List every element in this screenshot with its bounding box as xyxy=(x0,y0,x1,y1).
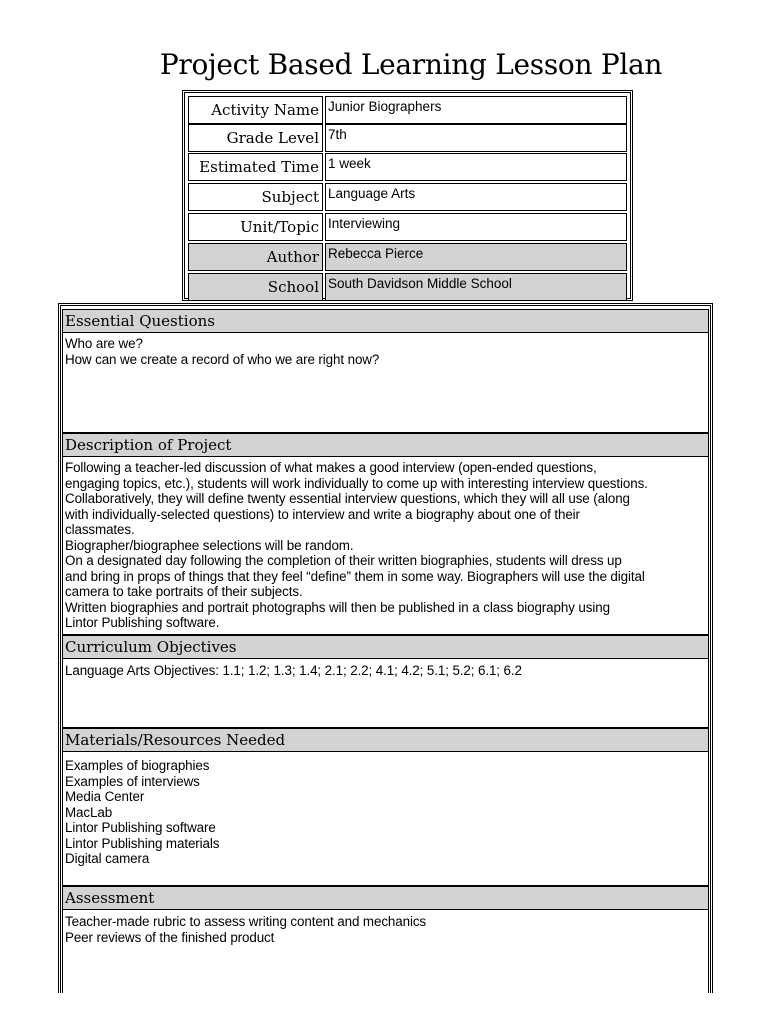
subject-label: Subject xyxy=(188,183,323,211)
info-row-school xyxy=(188,273,627,301)
unit-topic-field[interactable]: Interviewing xyxy=(325,213,627,241)
unit-topic-label: Unit/Topic xyxy=(188,213,323,241)
materials-line: Lintor Publishing software xyxy=(65,820,216,835)
description-line: engaging topics, etc.), students will work individually to come up with interesting interview questions. xyxy=(65,475,648,491)
info-row-unit-topic xyxy=(188,213,627,241)
school-field[interactable]: South Davidson Middle School xyxy=(325,273,627,301)
materials-field[interactable] xyxy=(62,752,709,886)
activity-name-label: Activity Name xyxy=(188,96,323,124)
essential-questions-line: Who are we? xyxy=(65,336,143,351)
curriculum-objectives-line: Language Arts Objectives: 1.1; 1.2; 1.3; 1.4; 2.1; 2.2; 4.1; 4.2; 5.1; 5.2; 6.1; 6.2 xyxy=(65,663,522,678)
info-row-estimated-time xyxy=(188,153,627,181)
materials-line: Examples of biographies xyxy=(65,758,210,773)
grade-level-label: Grade Level xyxy=(188,124,323,152)
description-line: Biographer/biographee selections will be random. xyxy=(65,537,354,553)
description-line: camera to take portraits of their subjects. xyxy=(65,584,303,599)
assessment-field[interactable] xyxy=(62,910,709,993)
description-line: and bring in props of things that they feel “define” them in some way. Biographers will use the digital xyxy=(65,568,645,584)
info-row-author xyxy=(188,243,627,271)
essential-questions-line: How can we create a record of who we are right now? xyxy=(65,351,380,367)
materials-line: Examples of interviews xyxy=(65,773,200,789)
description-field[interactable] xyxy=(62,457,709,635)
activity-name-field[interactable]: Junior Biographers xyxy=(325,96,627,124)
materials-line: MacLab xyxy=(65,804,113,820)
materials-line: Media Center xyxy=(65,789,145,804)
curriculum-objectives-field[interactable] xyxy=(62,659,709,728)
description-line: Following a teacher-led discussion of what makes a good interview (open-ended questions, xyxy=(65,460,597,475)
materials-line: Lintor Publishing materials xyxy=(65,835,220,851)
estimated-time-label: Estimated Time xyxy=(188,153,323,181)
description-line: Lintor Publishing software. xyxy=(65,615,220,630)
materials-heading: Materials/Resources Needed xyxy=(62,728,709,752)
description-line: Collaboratively, they will define twenty essential interview questions, which they will all use (along xyxy=(65,491,630,506)
description-line: with individually-selected questions) to interview and write a biography about one of their xyxy=(65,506,580,522)
assessment-line: Teacher-made rubric to assess writing content and mechanics xyxy=(65,914,427,929)
materials-line: Digital camera xyxy=(65,851,150,866)
essential-questions-heading: Essential Questions xyxy=(62,309,709,333)
grade-level-field[interactable]: 7th xyxy=(325,124,627,152)
description-line: classmates. xyxy=(65,522,135,537)
info-row-subject xyxy=(188,183,627,211)
info-row-activity-name xyxy=(188,96,627,124)
description-heading: Description of Project xyxy=(62,433,709,457)
assessment-heading: Assessment xyxy=(62,886,709,910)
essential-questions-field[interactable] xyxy=(62,333,709,433)
curriculum-objectives-heading: Curriculum Objectives xyxy=(62,635,709,659)
description-line: On a designated day following the completion of their written biographies, students will dress up xyxy=(65,553,622,568)
estimated-time-field[interactable]: 1 week xyxy=(325,153,627,181)
assessment-line: Peer reviews of the finished product xyxy=(65,929,275,945)
subject-field[interactable]: Language Arts xyxy=(325,183,627,211)
school-label: School xyxy=(188,273,323,301)
info-row-grade-level xyxy=(188,124,627,152)
description-line: Written biographies and portrait photographs will then be published in a class biography using xyxy=(65,599,610,615)
page-title: Project Based Learning Lesson Plan xyxy=(159,48,663,81)
author-field[interactable]: Rebecca Pierce xyxy=(325,243,627,271)
lesson-info-table xyxy=(182,90,633,301)
author-label: Author xyxy=(188,243,323,271)
